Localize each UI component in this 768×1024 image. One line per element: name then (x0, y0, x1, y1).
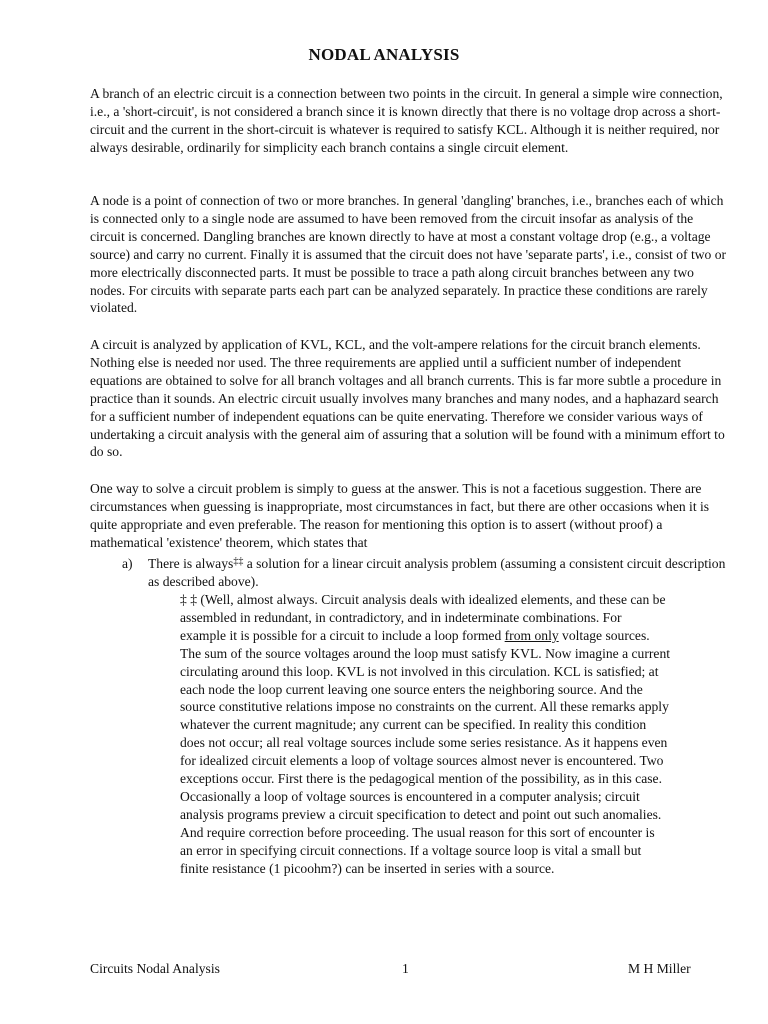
page-title: NODAL ANALYSIS (308, 45, 460, 64)
footnote-underlined-text: from only (504, 627, 559, 643)
footnote-text-start: (Well, almost always. Circuit analysis deals with idealized elements, and these can be assembled in redundant, in contradictory, and in indeterminate combinations. For example it is possible for a circuit to include a loop formed (180, 592, 666, 643)
paragraph-branch-definition: A branch of an electric circuit is a connection between two points in the circuit. In general a simple wire connection, i.e., a 'short-circuit', is not considered a branch since it is known directly that there is no voltage drop across a short-circuit and the current in the short-circuit is whatever is required to satisfy KCL. Although it is neither required, nor always desirable, ordinarily for simplicity each branch contains a single circuit element. (90, 86, 723, 155)
footer-page-number: 1 (402, 961, 409, 976)
list-item-text-end: a solution for a linear circuit analysis problem (assuming a consistent circuit description as described above). (148, 556, 726, 589)
footer-author: M H Miller (628, 961, 691, 976)
footer-document-title: Circuits Nodal Analysis (90, 961, 220, 976)
paragraph-guess-solution: One way to solve a circuit problem is simply to guess at the answer. This is not a facetious suggestion. There are circumstances when guessing is inappropriate, most circumstances in fact, but there are other occasions when it is quite appropriate and even preferable. The reason for mentioning this option is to assert (without proof) a mathematical 'existence' theorem, which states that (90, 481, 710, 550)
paragraph-circuit-analysis: A circuit is analyzed by application of KVL, KCL, and the volt-ampere relations for the circuit branch elements. Nothing else is needed nor used. The three requirements are applied until a sufficient number of independent equations are obtained to solve for all branch voltages and all branch currents. This is far more subtle a procedure in practice than it sounds. An electric circuit usually involves many branches and many nodes, and a haphazard search for a sufficient number of independent equations can be quite enervating. Therefore we consider various ways of undertaking a circuit analysis with the general aim of assuring that a solution will be found with a minimum effort to do so. (90, 337, 725, 460)
double-dagger-superscript: ‡‡ (233, 556, 244, 567)
list-item-text-start: There is always (148, 556, 234, 571)
paragraph-node-definition: A node is a point of connection of two or more branches. In general 'dangling' branches, i.e., branches each of which is connected only to a single node are assumed to have been removed from the circuit insofar as analysis of the circuit is concerned. Dangling branches are known directly to have at most a constant voltage drop (e.g., a voltage source) and carry no current. Finally it is assumed that the circuit does not have 'separate parts', i.e., consist of two or more electrically disconnected parts. It must be possible to trace a path along circuit branches between any two nodes. For circuits with separate parts each part can be analyzed separately. In practice these conditions are rarely violated. (90, 193, 727, 316)
list-marker: a) (122, 556, 133, 571)
footnote-marker: ‡ ‡ (180, 592, 201, 607)
list-item-text (148, 555, 733, 591)
footnote-block (180, 591, 670, 878)
footnote-text-end: voltage sources. The sum of the source voltages around the loop must satisfy KVL. Now imagine a current circulating around this loop. KVL is not involved in this circulation. KCL is satisfied; at each node the loop current leaving one source enters the neighboring source. And the source constitutive relations impose no constraints on the current. All these remarks apply whatever the current magnitude; any current can be specified. In reality this condition does not occur; all real voltage sources include some series resistance. As it happens even for idealized circuit elements a loop of voltage sources almost never is encountered. Two exceptions occur. First there is the pedagogical mention of the possibility, as in this case. Occasionally a loop of voltage sources is encountered in a computer analysis; circuit analysis programs preview a circuit specification to detect and point out such anomalies. And require correction before proceeding. The usual reason for this sort of encounter is an error in specifying circuit connections. If a voltage source loop is vital a small but finite resistance (1 picoohm?) can be inserted in series with a source. (180, 627, 671, 876)
